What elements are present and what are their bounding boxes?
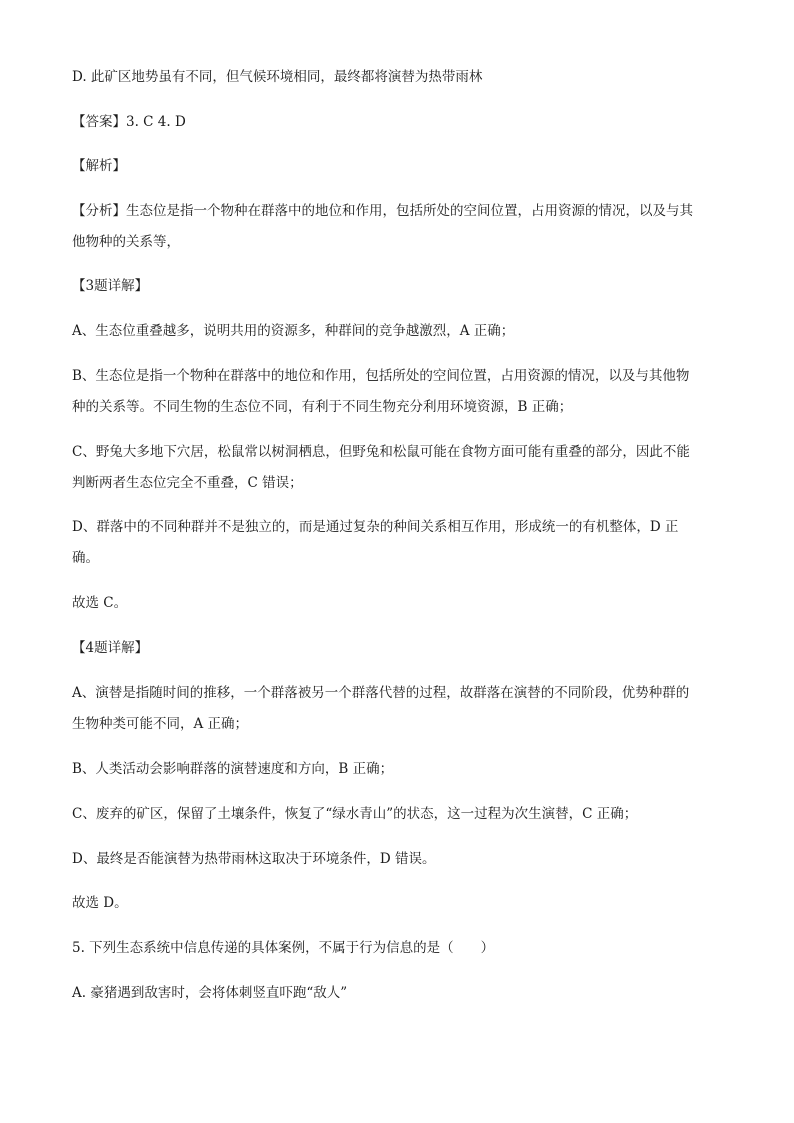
q4-option-a-line-1: A、演替是指随时间的推移，一个群落被另一个群落代替的过程，故群落在演替的不同阶段，优势种群的 [72,685,690,701]
q4-option-d: D、最终是否能演替为热带雨林这取决于环境条件，D 错误。 [72,851,436,867]
q4-detail-heading: 【4题详解】 [72,640,149,656]
q4-option-c: C、废弃的矿区，保留了土壤条件，恢复了“绿水青山”的状态，这一过程为次生演替，C 正确； [72,806,638,822]
q4-conclusion: 故选 D。 [72,895,128,911]
question-5-option-a: A. 豪猪遇到敌害时，会将体刺竖直吓跑“敌人” [72,985,348,1001]
q3-option-c-line-1: C、野兔大多地下穴居，松鼠常以树洞栖息，但野兔和松鼠可能在食物方面可能有重叠的部分，因此不能 [72,444,690,460]
q3-option-c-line-2: 判断两者生态位完全不重叠，C 错误； [72,475,303,491]
analysis-text-line-2: 他物种的关系等， [72,234,180,250]
q3-option-a: A、生态位重叠越多，说明共用的资源多，种群间的竞争越激烈，A 正确； [72,323,515,339]
q4-option-b: B、人类活动会影响群落的演替速度和方向，B 正确； [72,761,394,777]
q3-option-b-line-2: 种的关系等。不同生物的生态位不同，有利于不同生物充分利用环境资源，B 正确； [72,399,573,415]
q3-option-d-line-1: D、群落中的不同种群并不是独立的，而是通过复杂的种间关系相互作用，形成统一的有机整体，D 正 [72,519,679,535]
analysis-text-line-1: 【分析】生态位是指一个物种在群落中的地位和作用，包括所处的空间位置，占用资源的情况，以及与其 [72,203,693,219]
q3-option-b-line-1: B、生态位是指一个物种在群落中的地位和作用，包括所处的空间位置，占用资源的情况，以及与其他物 [72,368,690,384]
q4-option-a-line-2: 生物种类可能不同，A 正确； [72,716,249,732]
answer-line: 【答案】3. C 4. D [72,114,186,130]
q3-detail-heading: 【3题详解】 [72,278,149,294]
q3-conclusion: 故选 C。 [72,595,128,611]
q3-option-d-line-2: 确。 [72,550,99,566]
analysis-heading: 【解析】 [72,158,126,174]
option-d-text: D. 此矿区地势虽有不同，但气候环境相同，最终都将演替为热带雨林 [72,69,483,85]
question-5-stem: 5. 下列生态系统中信息传递的具体案例，不属于行为信息的是（ ） [72,940,495,956]
